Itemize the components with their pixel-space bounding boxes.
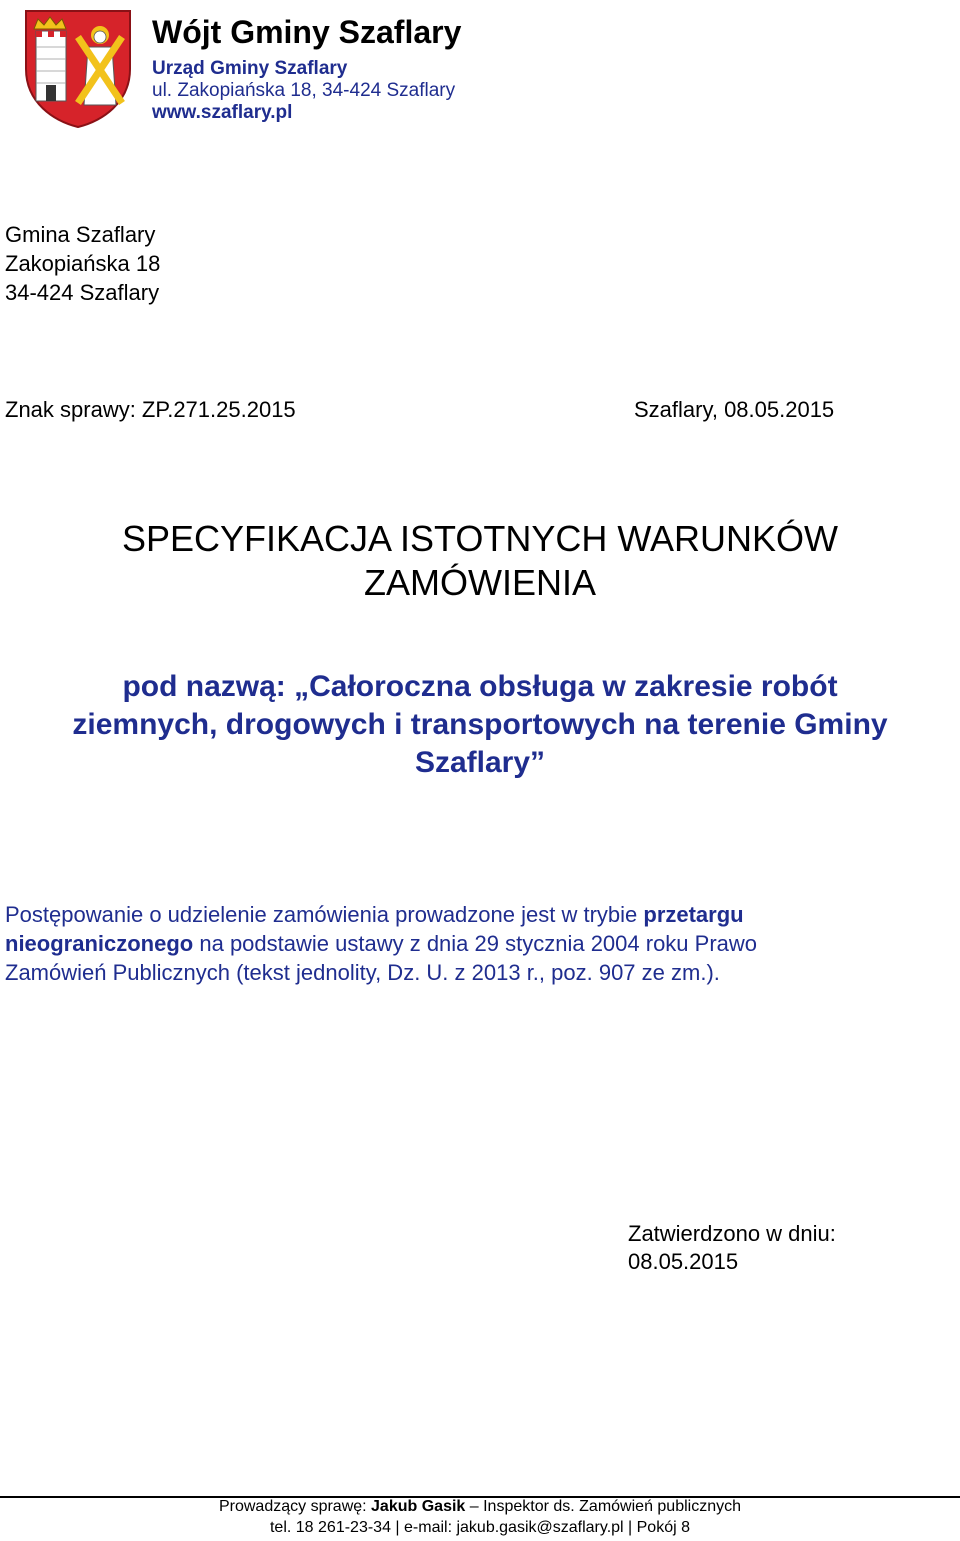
procedure-text: Postępowanie o udzielenie zamówienia prowadzone jest w trybie [5, 902, 644, 927]
footer-dash: – [465, 1498, 484, 1515]
subject-line1: pod nazwą: „Całoroczna obsługa w zakresie robót [122, 670, 838, 703]
header-website-link[interactable]: www.szaflary.pl [152, 102, 293, 123]
place-date: Szaflary, 08.05.2015 [634, 397, 835, 422]
header-title: Wójt Gminy Szaflary [152, 14, 462, 50]
addressee-name: Gmina Szaflary [5, 222, 156, 247]
procedure-mode-bold-2: nieograniczonego [5, 931, 194, 956]
case-reference: Znak sprawy: ZP.271.25.2015 [5, 397, 296, 422]
document-title-line1: SPECYFIKACJA ISTOTNYCH WARUNKÓW [121, 518, 839, 559]
procedure-line2 [5, 931, 757, 957]
procedure-text-2: na podstawie ustawy z dnia 29 stycznia 2004 roku Prawo [193, 931, 758, 956]
procedure-mode-bold: przetargu [643, 902, 744, 927]
approval-label: Zatwierdzono w dniu: [628, 1221, 836, 1246]
header-office: Urząd Gminy Szaflary [152, 58, 348, 79]
procedure-line3: Zamówień Publicznych (tekst jednolity, Dz. U. z 2013 r., poz. 907 ze zm.). [5, 960, 720, 985]
footer-contact-details: tel. 18 261-23-34 | e-mail: jakub.gasik@szaflary.pl | Pokój 8 [269, 1519, 690, 1536]
footer-contact-person [0, 1498, 960, 1516]
coat-of-arms-icon [22, 7, 134, 129]
procedure-line1 [5, 902, 744, 928]
document-title-line2: ZAMÓWIENIA [364, 562, 596, 603]
subject-line2: ziemnych, drogowych i transportowych na terenie Gminy [72, 708, 888, 741]
subject-line3: Szaflary” [414, 746, 546, 779]
footer-position: Inspektor ds. Zamówień publicznych [483, 1498, 742, 1515]
footer-label: Prowadzący sprawę: [218, 1498, 372, 1515]
header-address: ul. Zakopiańska 18, 34-424 Szaflary [152, 80, 456, 101]
footer-person-name: Jakub Gasik [371, 1498, 466, 1515]
approval-date: 08.05.2015 [628, 1249, 739, 1274]
addressee-city: 34-424 Szaflary [5, 280, 160, 305]
addressee-street: Zakopiańska 18 [5, 251, 161, 276]
